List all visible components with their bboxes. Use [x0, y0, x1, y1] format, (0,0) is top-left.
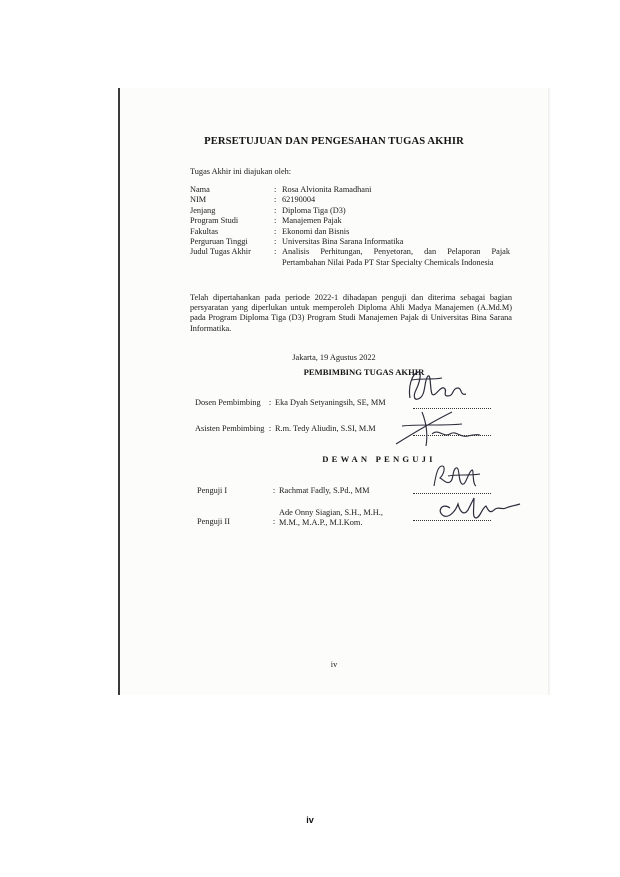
info-value: Universitas Bina Sarana Informatika	[282, 237, 404, 247]
info-label: Program Studi	[190, 216, 239, 226]
info-label: Nama	[190, 185, 210, 194]
info-colon: :	[274, 216, 277, 226]
info-value: 62190004	[282, 195, 316, 205]
info-row-nim	[190, 195, 510, 205]
penguji-2-name	[279, 508, 383, 529]
info-value: Manajemen Pajak	[282, 216, 342, 226]
info-colon: :	[274, 185, 277, 194]
dosen-pembimbing-label: Dosen Pembimbing	[195, 398, 261, 407]
dosen-pembimbing-name: Eka Dyah Setyaningsih, SE, MM	[275, 398, 386, 407]
signature-penguji-2	[430, 488, 526, 524]
approval-paragraph: Telah dipertahankan pada periode 2022-1 dihadapan penguji dan diterima sebagai bagian persyaratan yang diperlukan untuk memperoleh Diploma Ahli Madya Manajemen (A.Md.M) pada Program Diploma Tiga (D3) Program Studi Manajemen Pajak di Universitas Bina Sarana Informatika.	[190, 293, 512, 333]
info-colon: :	[274, 247, 277, 257]
penguji-1-row	[197, 486, 370, 496]
scanned-page	[118, 88, 548, 695]
penguji-1-label: Penguji I	[197, 486, 228, 495]
asisten-pembimbing-row	[195, 424, 376, 434]
asisten-pembimbing-label: Asisten Pembimbing	[195, 424, 265, 433]
penguji-2-label: Penguji II	[197, 517, 230, 526]
info-label: Judul Tugas Akhir	[190, 247, 251, 257]
colon: :	[268, 398, 272, 407]
info-value: Ekonomi dan Bisnis	[282, 226, 350, 236]
info-label: Perguruan Tinggi	[190, 237, 248, 247]
info-colon: :	[274, 226, 277, 236]
page-number: iv	[306, 815, 314, 825]
info-row-fakultas	[190, 227, 510, 237]
penguji-1-name: Rachmat Fadly, S.Pd., MM	[279, 486, 370, 495]
info-row-jenjang	[190, 206, 510, 216]
asisten-pembimbing-name: R.m. Tedy Aliudin, S.SI, M.M	[275, 424, 376, 433]
penguji-heading: DEWAN PENGUJI	[322, 454, 436, 464]
info-colon: :	[274, 195, 277, 205]
info-row-nama	[190, 185, 510, 195]
info-value: Rosa Alvionita Ramadhani	[282, 185, 372, 194]
info-row-judul	[190, 247, 510, 268]
dosen-pembimbing-row	[195, 398, 386, 408]
info-label: Jenjang	[190, 205, 216, 215]
student-info	[190, 185, 510, 268]
document-title: PERSETUJUAN DAN PENGESAHAN TUGAS AKHIR	[204, 136, 464, 147]
info-colon: :	[274, 237, 277, 247]
intro-text: Tugas Akhir ini diajukan oleh:	[190, 167, 292, 176]
info-colon: :	[274, 205, 277, 215]
info-label: NIM	[190, 195, 207, 205]
colon: :	[272, 486, 276, 495]
info-row-program-studi	[190, 216, 510, 226]
penguji-2-name-line2: M.M., M.A.P., M.I.Kom.	[279, 518, 363, 528]
scan-page-number: iv	[330, 660, 338, 669]
info-row-perguruan-tinggi	[190, 237, 510, 247]
pembimbing-heading: PEMBIMBING TUGAS AKHIR	[303, 367, 425, 377]
info-label: Fakultas	[190, 226, 219, 236]
approval-date: Jakarta, 19 Agustus 2022	[292, 353, 376, 362]
penguji-2-name-line1: Ade Onny Siagian, S.H., M.H.,	[279, 508, 383, 517]
info-value: Diploma Tiga (D3)	[282, 205, 346, 215]
colon: :	[268, 424, 272, 433]
penguji-2-row	[197, 508, 383, 529]
colon: :	[272, 517, 276, 526]
signature-asisten-pembimbing	[392, 404, 492, 450]
info-value: Analisis Perhitungan, Penyetoran, dan Pelaporan Pajak Pertambahan Nilai Pada PT Star Specialty Chemicals Indonesia	[282, 247, 510, 267]
